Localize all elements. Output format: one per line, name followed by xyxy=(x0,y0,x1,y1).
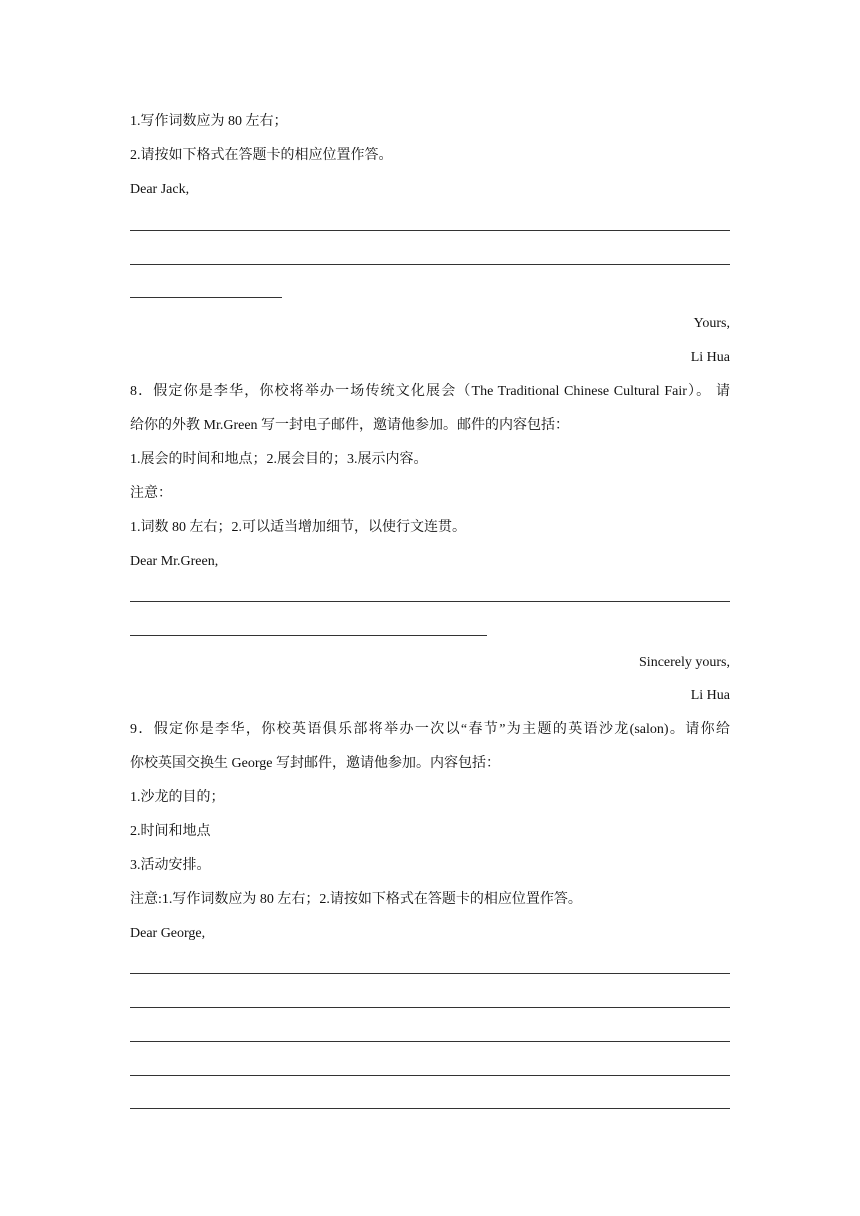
q9-prompt-line-2: 你校英国交换生 George 写封邮件，邀请他参加。内容包括： xyxy=(130,756,500,771)
q9-answer-line-2[interactable] xyxy=(130,1007,730,1008)
q9-answer-line-1[interactable] xyxy=(130,973,730,974)
q7-note-format: 2.请按如下格式在答题卡的相应位置作答。 xyxy=(130,148,393,163)
q8-closing: Sincerely yours, xyxy=(639,655,730,670)
q9-answer-line-3[interactable] xyxy=(130,1041,730,1042)
q9-answer-line-5[interactable] xyxy=(130,1108,730,1109)
q8-note-title: 注意： xyxy=(130,486,172,501)
q7-answer-line-2[interactable] xyxy=(130,264,730,265)
q9-point-1: 1.沙龙的目的； xyxy=(130,790,225,805)
q8-answer-line-1[interactable] xyxy=(130,601,730,602)
q8-signature: Li Hua xyxy=(690,688,730,703)
q9-point-2: 2.时间和地点 xyxy=(130,824,211,839)
q9-answer-line-4[interactable] xyxy=(130,1075,730,1076)
q7-answer-line-3[interactable] xyxy=(130,297,282,298)
q8-prompt-line-1: 8．假定你是李华，你校将举办一场传统文化展会（The Traditional Chinese Cultural Fair）。 请 xyxy=(130,384,730,399)
q9-point-3: 3.活动安排。 xyxy=(130,858,211,873)
q7-signature: Li Hua xyxy=(690,350,730,365)
q9-prompt-line-1: 9．假定你是李华，你校英语俱乐部将举办一次以“春节”为主题的英语沙龙(salon)。请你给 xyxy=(130,722,730,737)
q8-note: 1.词数 80 左右；2.可以适当增加细节，以使行文连贯。 xyxy=(130,520,466,535)
q7-answer-line-1[interactable] xyxy=(130,230,730,231)
q7-closing: Yours, xyxy=(693,316,730,331)
q9-greeting: Dear George, xyxy=(130,926,206,941)
q7-note-word-count: 1.写作词数应为 80 左右； xyxy=(130,114,288,129)
q7-greeting: Dear Jack, xyxy=(130,182,190,197)
q8-content-points: 1.展会的时间和地点；2.展会目的；3.展示内容。 xyxy=(130,452,428,467)
q9-note: 注意:1.写作词数应为 80 左右；2.请按如下格式在答题卡的相应位置作答。 xyxy=(130,892,582,907)
q8-answer-line-2[interactable] xyxy=(130,635,487,636)
q8-prompt-line-2: 给你的外教 Mr.Green 写一封电子邮件，邀请他参加。邮件的内容包括： xyxy=(130,418,570,433)
q8-greeting: Dear Mr.Green, xyxy=(130,554,219,569)
